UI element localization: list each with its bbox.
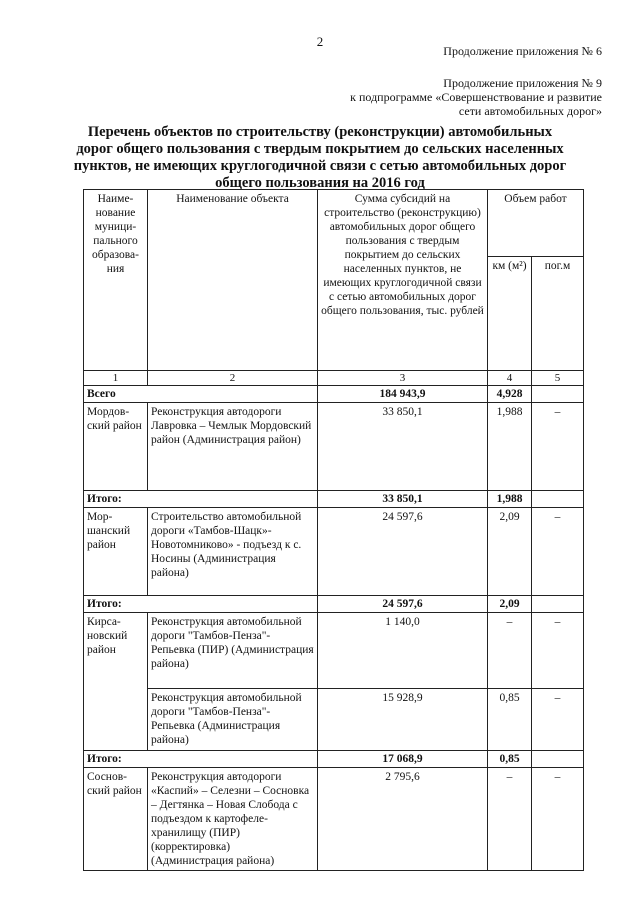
municipality-cell: Кирса-новский район (84, 613, 148, 751)
object-cell: Реконструкция автодороги Лавровка – Чемлык Мордовский район (Администрация район) (148, 403, 318, 491)
header-sum: Сумма субсидий на строительство (реконструкцию) автомобильных дорог общего пользования с твердым покрытием до сельских населенных пунктов, не имеющих круглогодичной связи с сетью автомобильных дорог общего пользования, тыс. рублей (318, 190, 488, 371)
km-cell: 0,85 (488, 689, 532, 751)
column-number: 1 (84, 371, 148, 386)
appendix-6-caption: Продолжение приложения № 6 (443, 44, 602, 58)
column-number: 2 (148, 371, 318, 386)
table-row (84, 403, 584, 491)
municipality-cell: Мор-шанский район (84, 508, 148, 596)
subtotal-km: 2,09 (488, 596, 532, 613)
header-pm: пог.м (532, 257, 584, 371)
sum-cell: 15 928,9 (318, 689, 488, 751)
object-cell: Реконструкция автомобильной дороги "Тамбов-Пенза"-Репьевка (Администрация района) (148, 689, 318, 751)
header-municipality: Наиме-нование муници-пального образова-ния (84, 190, 148, 371)
pm-cell: – (532, 508, 584, 596)
municipality-cell: Мордов-ский район (84, 403, 148, 491)
km-cell: 1,988 (488, 403, 532, 491)
subtotal-km: 0,85 (488, 751, 532, 768)
subtotal-pm (532, 596, 584, 613)
header-object: Наименование объекта (148, 190, 318, 371)
sum-cell: 2 795,6 (318, 768, 488, 871)
subtotal-row (84, 596, 584, 613)
object-cell: Реконструкция автомобильной дороги "Тамбов-Пенза"-Репьевка (ПИР) (Администрация района) (148, 613, 318, 689)
grand-total-label: Всего (84, 386, 318, 403)
page-number: 2 (316, 34, 324, 49)
column-number: 5 (532, 371, 584, 386)
subtotal-label: Итого: (84, 751, 318, 768)
pm-cell: – (532, 613, 584, 689)
header-km: км (м²) (488, 257, 532, 371)
km-cell: 2,09 (488, 508, 532, 596)
municipality-cell: Соснов-ский район (84, 768, 148, 871)
appendix-9-line2: к подпрограмме «Совершенствование и развитие (350, 90, 602, 104)
sum-cell: 33 850,1 (318, 403, 488, 491)
pm-cell: – (532, 768, 584, 871)
column-numbers-row (84, 371, 584, 386)
column-number: 3 (318, 371, 488, 386)
grand-total-km: 4,928 (488, 386, 532, 403)
subtotal-row (84, 491, 584, 508)
sum-cell: 1 140,0 (318, 613, 488, 689)
km-cell: – (488, 768, 532, 871)
table-row (84, 508, 584, 596)
subtotal-label: Итого: (84, 596, 318, 613)
grand-total-sum: 184 943,9 (318, 386, 488, 403)
table-row (84, 768, 584, 871)
table-row (84, 613, 584, 689)
subtotal-pm (532, 751, 584, 768)
appendix-9-line3: сети автомобильных дорог» (458, 104, 602, 118)
subtotal-sum: 33 850,1 (318, 491, 488, 508)
grand-total-pm (532, 386, 584, 403)
pm-cell: – (532, 403, 584, 491)
objects-table (83, 189, 584, 871)
table-row (84, 689, 584, 751)
subtotal-km: 1,988 (488, 491, 532, 508)
grand-total-row (84, 386, 584, 403)
subtotal-pm (532, 491, 584, 508)
subtotal-label: Итого: (84, 491, 318, 508)
header-row (84, 190, 584, 257)
object-cell: Реконструкция автодороги «Каспий» – Селезни – Сосновка – Дегтянка – Новая Слобода с подъездом к картофеле-хранилищу (ПИР) (корректировка) (Администрация района) (148, 768, 318, 871)
subtotal-sum: 24 597,6 (318, 596, 488, 613)
pm-cell: – (532, 689, 584, 751)
column-number: 4 (488, 371, 532, 386)
sum-cell: 24 597,6 (318, 508, 488, 596)
object-cell: Строительство автомобильной дороги «Тамбов-Шацк»-Новотомниково» - подъезд к с. Носины (Администрация района) (148, 508, 318, 596)
header-volume: Объем работ (488, 190, 584, 257)
appendix-9-line1: Продолжение приложения № 9 (443, 76, 602, 90)
km-cell: – (488, 613, 532, 689)
subtotal-sum: 17 068,9 (318, 751, 488, 768)
document-title: Перечень объектов по строительству (реконструкции) автомобильных дорог общего пользования с твердым покрытием до сельских населенных пунктов, не имеющих круглогодичной связи с сетью автомобильных дорог общего пользования на 2016 год (73, 124, 567, 191)
subtotal-row (84, 751, 584, 768)
appendix-9-caption (350, 76, 602, 118)
